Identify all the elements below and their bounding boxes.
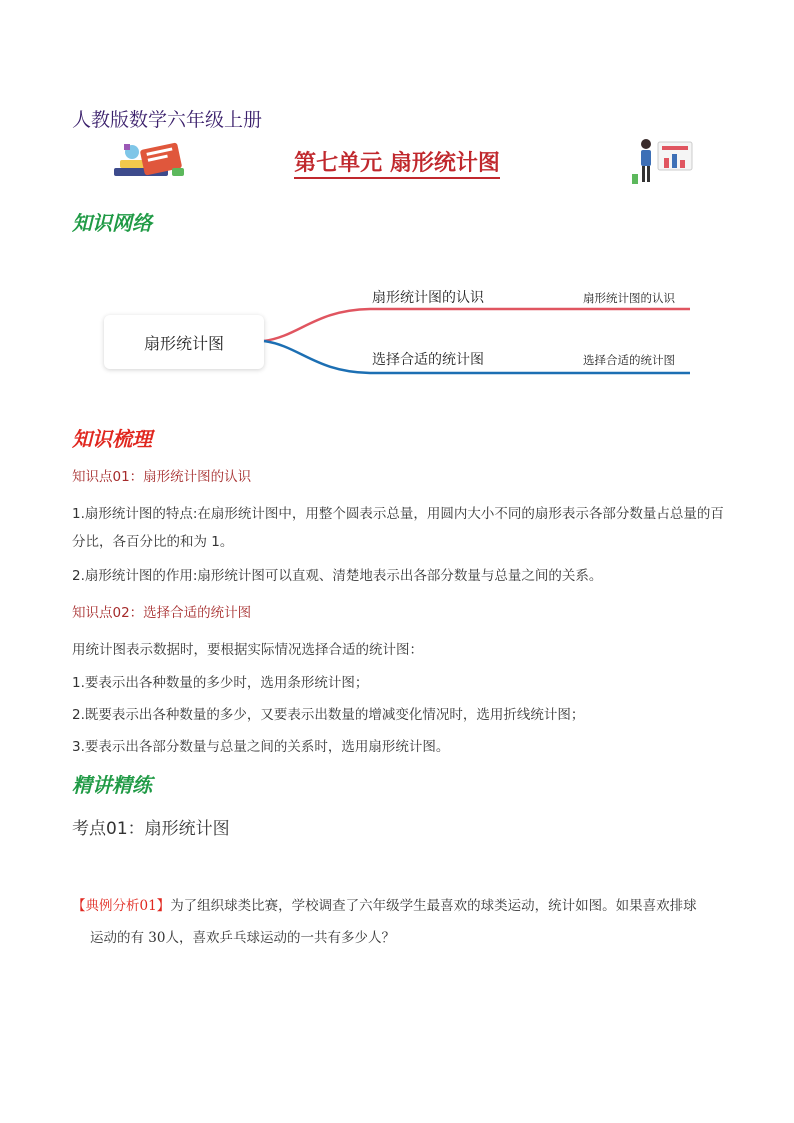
section-network-heading: 知识网络: [72, 211, 152, 235]
example-line-1: 为了组织球类比赛，学校调查了六年级学生最喜欢的球类运动，统计如图。如果喜欢排球: [170, 898, 697, 914]
example-tag: 【典例分析01】: [72, 898, 171, 914]
example-line-2: 运动的有 30人，喜欢乒乓球运动的一共有多少人？: [90, 930, 395, 946]
mindmap-branch-2-sub: 选择合适的统计图: [583, 353, 675, 367]
kp2-title: 知识点02：选择合适的统计图: [72, 605, 252, 621]
section-practice-heading: 精讲精练: [72, 773, 152, 797]
mindmap-root-label: 扇形统计图: [143, 333, 224, 353]
example-block: [72, 890, 732, 954]
section-review-heading: 知识梳理: [72, 427, 152, 451]
kp2-intro: 用统计图表示数据时，要根据实际情况选择合适的统计图：: [72, 642, 423, 658]
book-title: 人教版数学六年级上册: [72, 109, 263, 131]
mindmap-branch-2: 选择合适的统计图: [372, 352, 484, 368]
kp1-item-1: 1.扇形统计图的特点:在扇形统计图中，用整个圆表示总量，用圆内大小不同的扇形表示各部分数量占总量的百分比，各百分比的和为 1。: [72, 506, 724, 550]
exam-point-title: 考点01：扇形统计图: [72, 819, 230, 839]
mindmap-branch-1: 扇形统计图的认识: [372, 290, 484, 306]
presenter-chart-illustration: [632, 136, 696, 184]
kp2-item-1: 1.要表示出各种数量的多少时，选用条形统计图；: [72, 675, 369, 691]
kp2-item-3: 3.要表示出各部分数量与总量之间的关系时，选用扇形统计图。: [72, 739, 450, 755]
unit-title-text: 第七单元 扇形统计图: [294, 151, 500, 179]
kp1-title: 知识点01：扇形统计图的认识: [72, 469, 252, 485]
mindmap-branch-1-sub: 扇形统计图的认识: [583, 291, 675, 305]
kp1-item-2: 2.扇形统计图的作用:扇形统计图可以直观、清楚地表示出各部分数量与总量之间的关系。: [72, 568, 603, 584]
branch-1-connector: [264, 309, 690, 341]
mindmap-root: [104, 315, 264, 369]
kp2-item-2: 2.既要表示出各种数量的多少，又要表示出数量的增减变化情况时，选用折线统计图；: [72, 707, 585, 723]
